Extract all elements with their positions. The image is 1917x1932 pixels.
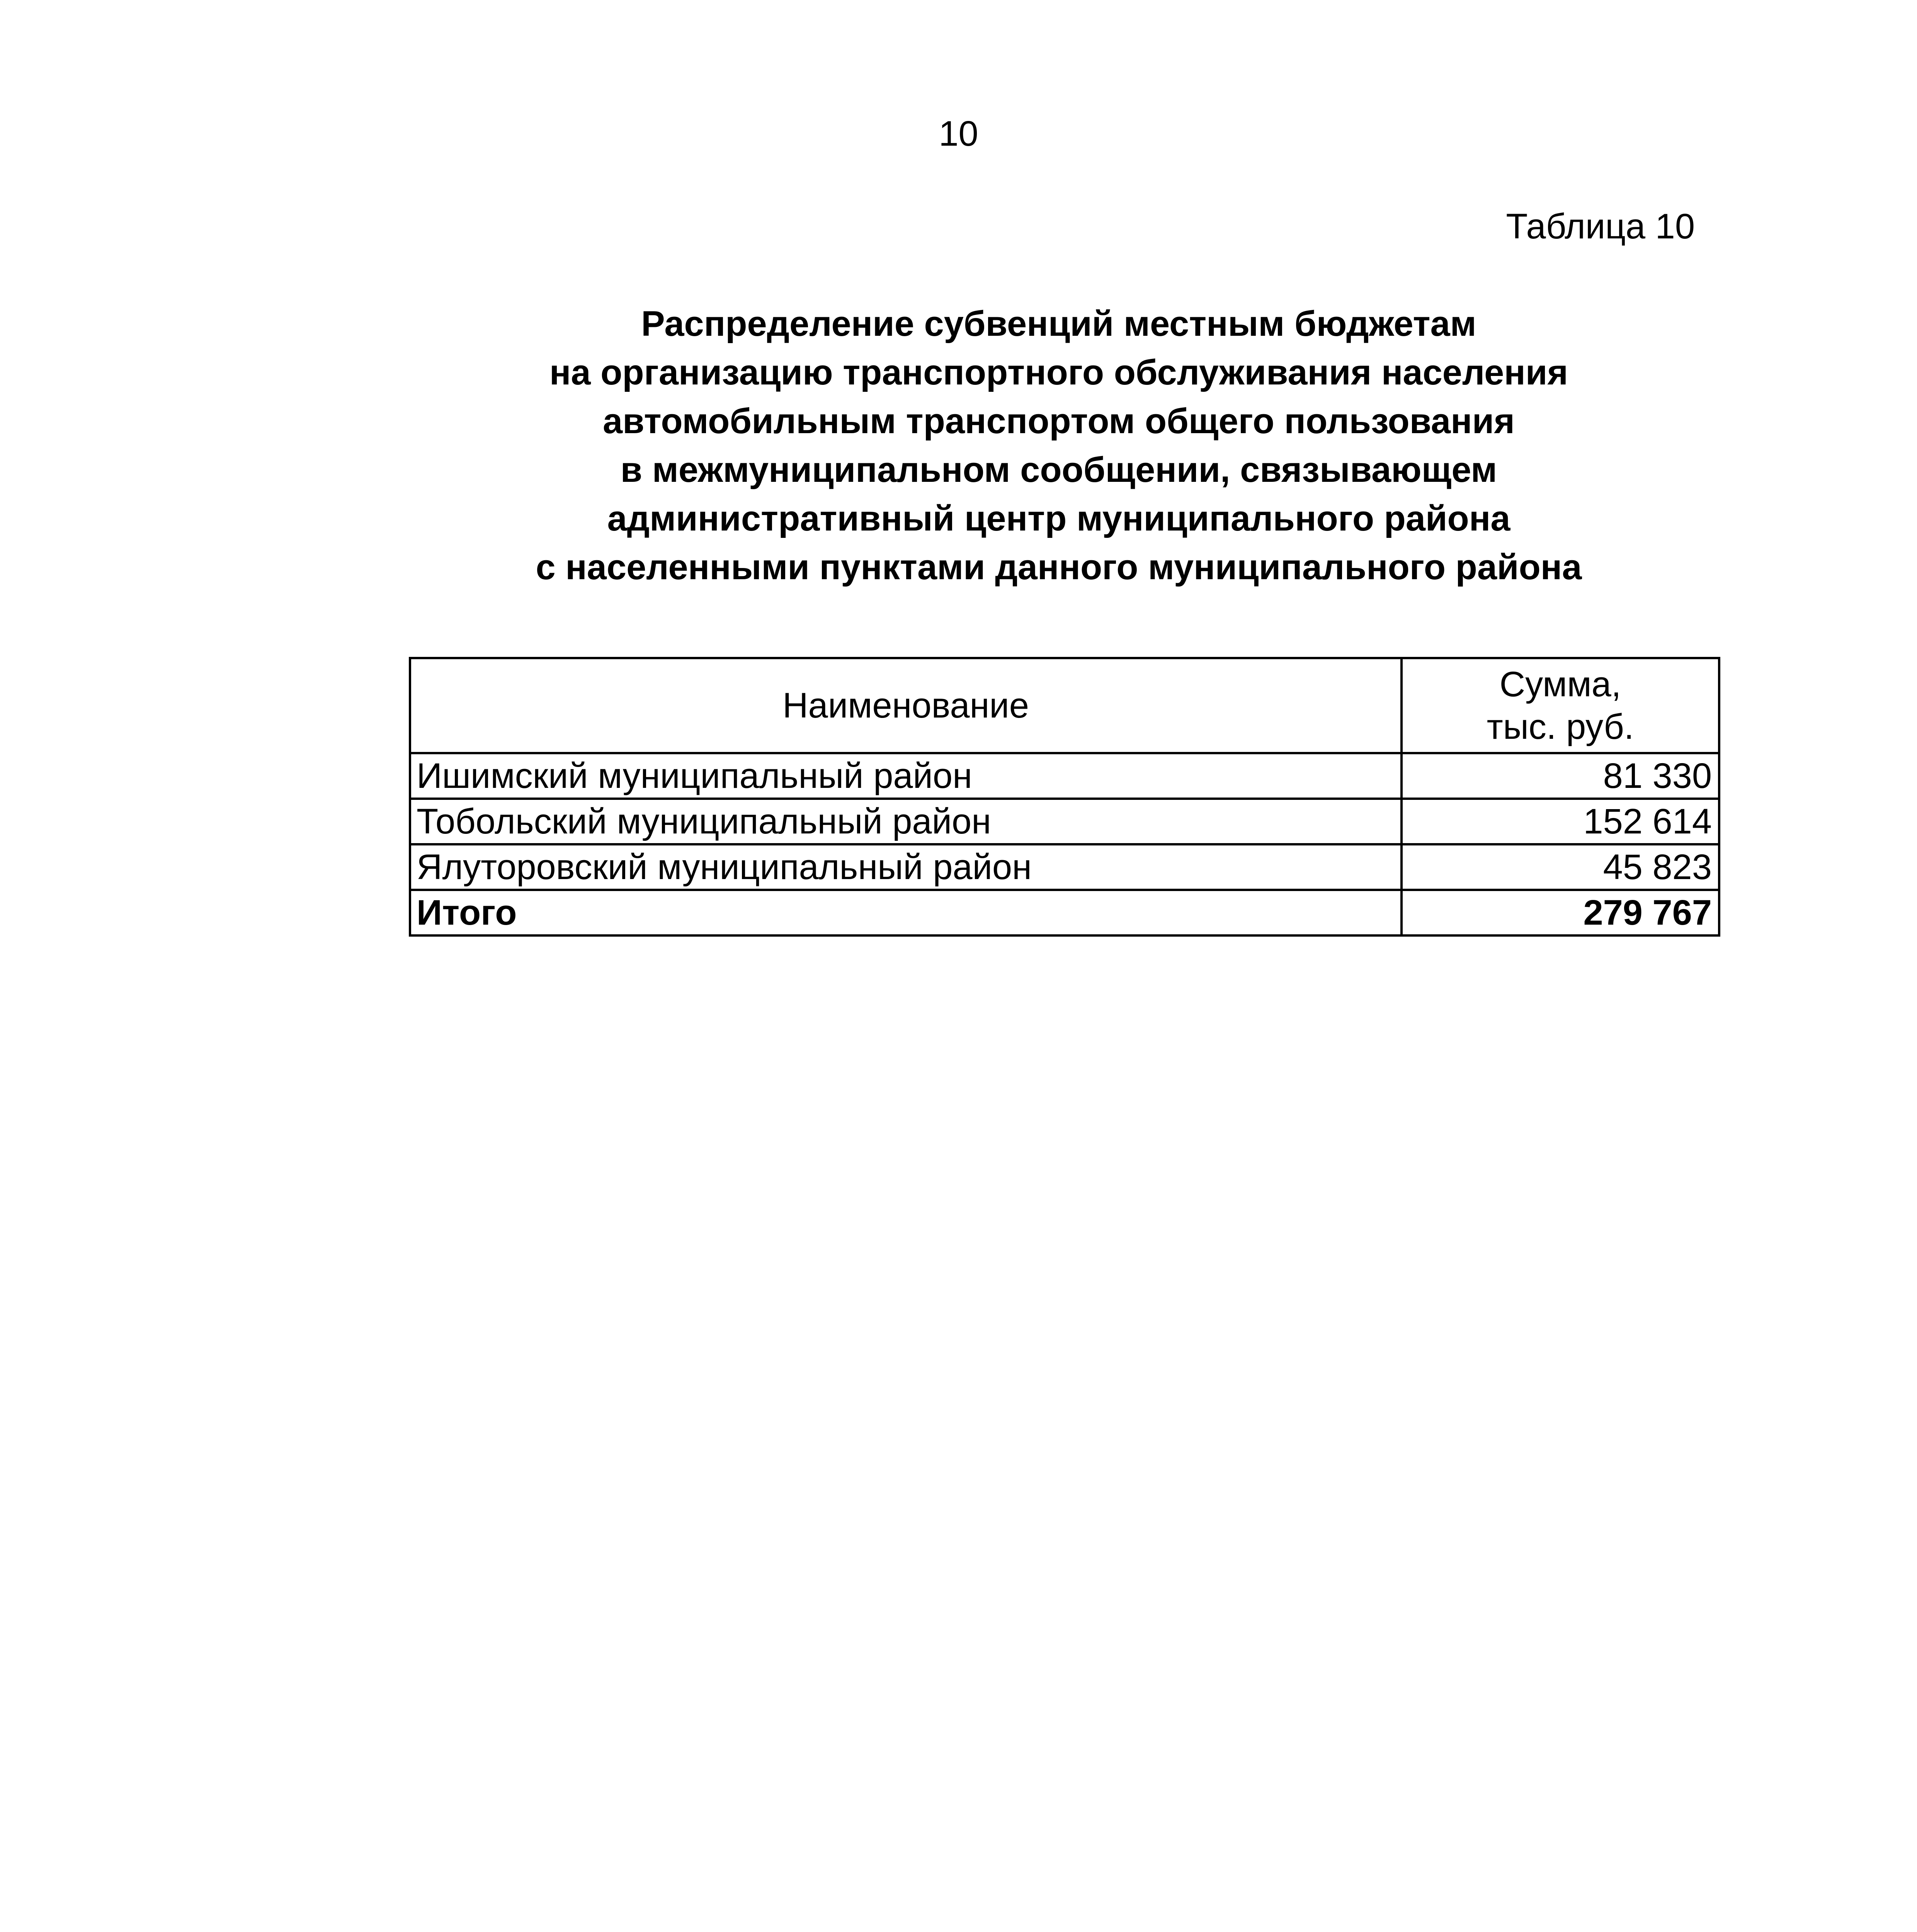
row-name: Ишимский муниципальный район xyxy=(410,753,1402,799)
total-label: Итого xyxy=(410,890,1402,935)
total-row xyxy=(410,890,1719,935)
page-number: 10 xyxy=(939,114,978,153)
table-label: Таблица 10 xyxy=(1506,207,1695,246)
row-sum: 81 330 xyxy=(1402,753,1719,799)
column-header-sum-line1: Сумма, xyxy=(1499,664,1621,704)
column-header-sum-line2: тыс. руб. xyxy=(1487,707,1634,747)
row-name: Тобольский муниципальный район xyxy=(410,799,1402,844)
column-header-sum xyxy=(1402,658,1719,753)
title-line: с населенными пунктами данного муниципального района xyxy=(536,548,1582,587)
title-line: на организацию транспортного обслуживания населения xyxy=(549,353,1568,393)
row-sum: 152 614 xyxy=(1402,799,1719,844)
title-line: автомобильным транспортом общего пользования xyxy=(603,401,1515,441)
title-line: административный центр муниципального района xyxy=(607,499,1510,539)
table-row xyxy=(410,799,1719,844)
document-title xyxy=(410,299,1708,592)
table-header-row xyxy=(410,658,1719,753)
title-line: в межмуниципальном сообщении, связывающем xyxy=(620,450,1497,490)
row-sum: 45 823 xyxy=(1402,844,1719,890)
table-row xyxy=(410,844,1719,890)
title-line: Распределение субвенций местным бюджетам xyxy=(641,304,1476,344)
row-name: Ялуторовский муниципальный район xyxy=(410,844,1402,890)
subventions-table xyxy=(409,657,1720,937)
column-header-name: Наименование xyxy=(410,658,1402,753)
total-sum: 279 767 xyxy=(1402,890,1719,935)
table-row xyxy=(410,753,1719,799)
